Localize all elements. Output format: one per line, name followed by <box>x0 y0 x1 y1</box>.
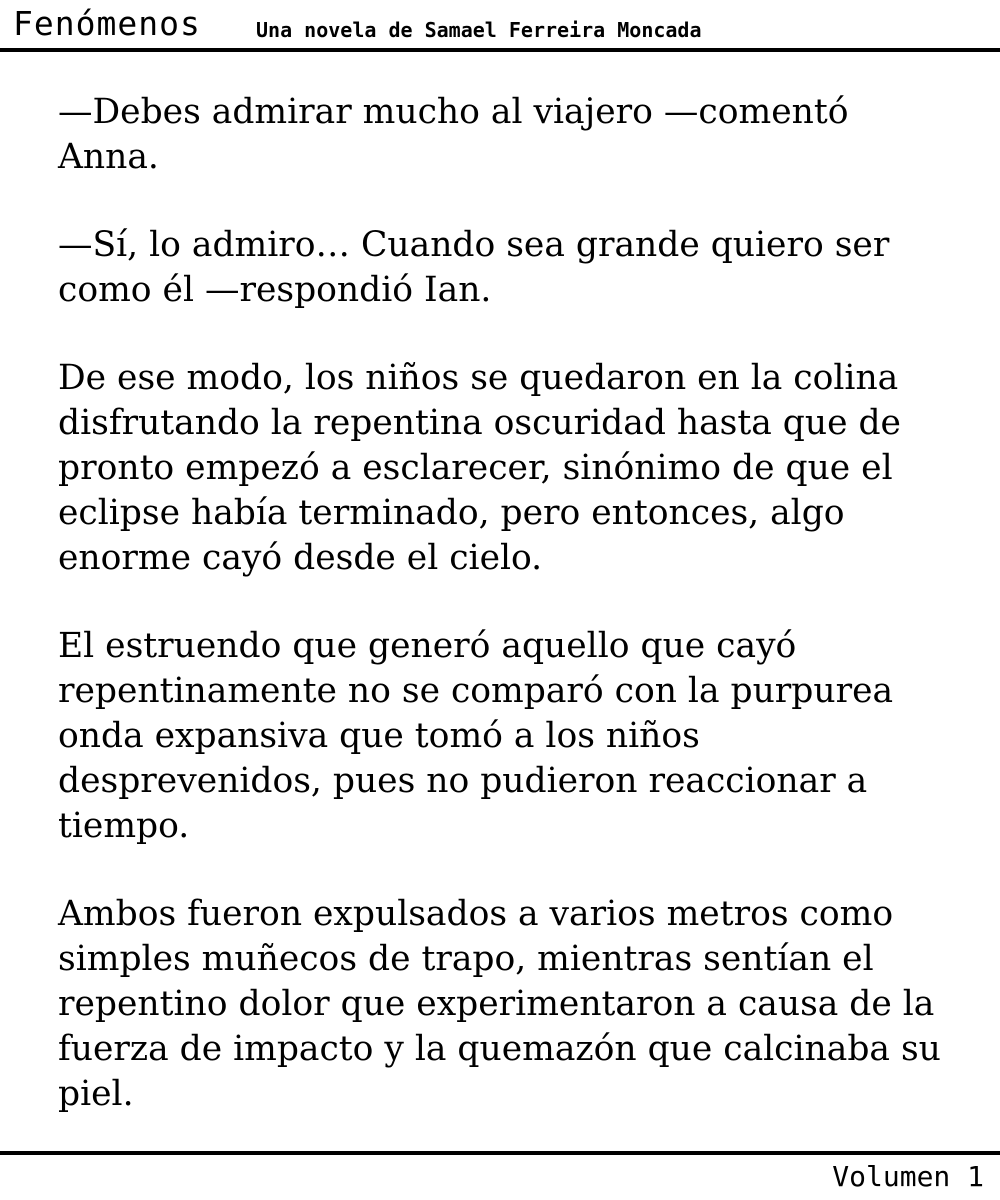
book-title: Fenómenos <box>13 4 201 43</box>
footer-divider <box>0 1151 1000 1155</box>
paragraph: —Debes admirar mucho al viajero —comentó Anna. <box>58 92 849 177</box>
page-header <box>0 0 1000 52</box>
page-body <box>58 90 958 1160</box>
paragraph: De ese modo, los niños se quedaron en la colina disfrutando la repentina oscuridad hasta que de pronto empezó a esclarecer, sinónimo de que el eclipse había terminado, pero entonces, algo enorme cayó desde el cielo. <box>58 358 901 578</box>
paragraph: El estruendo que generó aquello que cayó repentinamente no se comparó con la purpurea onda expansiva que tomó a los niños desprevenidos, pues no pudieron reaccionar a tiempo. <box>58 626 894 846</box>
book-subtitle: Una novela de Samael Ferreira Moncada <box>256 18 702 42</box>
paragraph: —Sí, lo admiro… Cuando sea grande quiero ser como él —respondió Ian. <box>58 225 890 310</box>
volume-label: Volumen 1 <box>832 1160 984 1193</box>
paragraph: Ambos fueron expulsados a varios metros como simples muñecos de trapo, mientras sentían el repentino dolor que experimentaron a causa de la fuerza de impacto y la quemazón que calcinaba su piel. <box>58 894 941 1114</box>
